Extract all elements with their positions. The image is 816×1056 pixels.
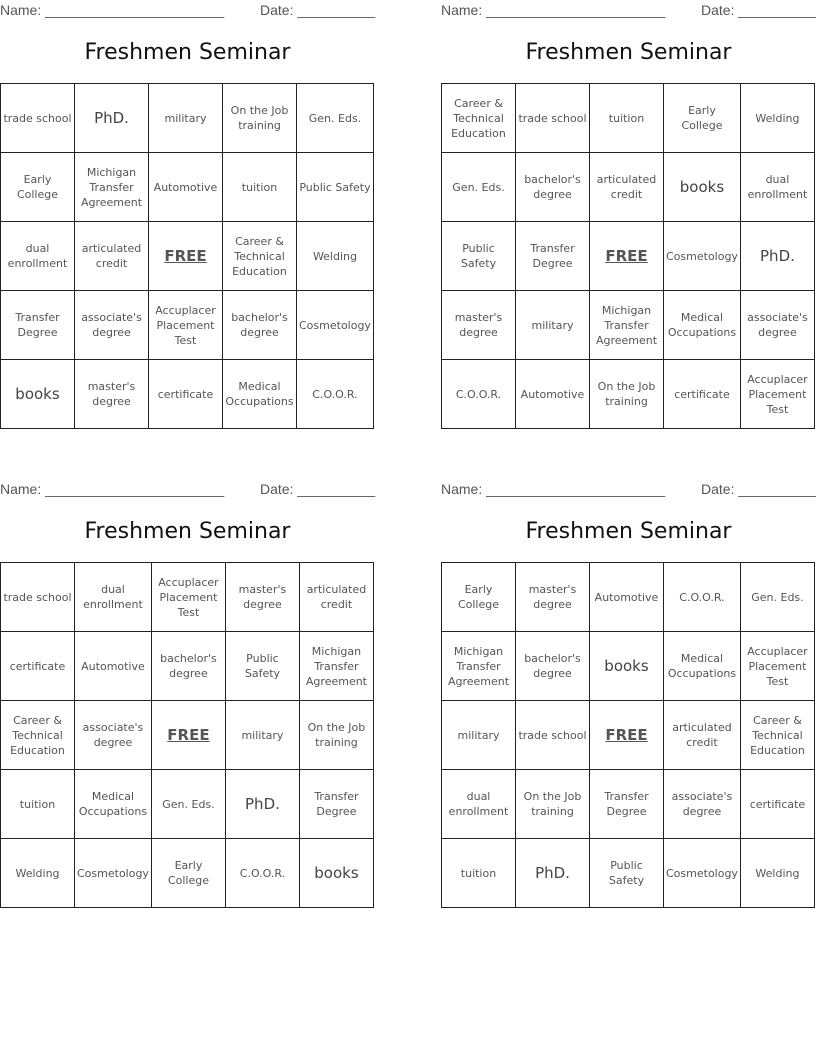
bingo-cell[interactable]: articulated credit xyxy=(664,701,741,770)
bingo-cell[interactable]: Transfer Degree xyxy=(516,222,590,291)
bingo-cell[interactable]: Gen. Eds. xyxy=(442,153,516,222)
bingo-cell[interactable]: master's degree xyxy=(225,563,299,632)
bingo-cell[interactable]: military xyxy=(516,291,590,360)
bingo-cell[interactable]: Michigan Transfer Agreement xyxy=(442,632,516,701)
grid-row xyxy=(1,770,374,839)
grid-row xyxy=(442,770,815,839)
bingo-cell[interactable]: Medical Occupations xyxy=(223,360,297,429)
bingo-cell[interactable]: certificate xyxy=(149,360,223,429)
bingo-cell[interactable]: Public Safety xyxy=(590,839,664,908)
bingo-cell[interactable]: Medical Occupations xyxy=(664,632,741,701)
card-header xyxy=(441,0,816,20)
card-title: Freshmen Seminar xyxy=(84,519,291,544)
bingo-cell[interactable]: bachelor's degree xyxy=(151,632,225,701)
bingo-cell[interactable]: Automotive xyxy=(149,153,223,222)
bingo-cell[interactable]: C.O.O.R. xyxy=(297,360,374,429)
bingo-cell[interactable]: Michigan Transfer Agreement xyxy=(590,291,664,360)
bingo-cell[interactable]: trade school xyxy=(516,701,590,770)
bingo-cell[interactable]: Accuplacer Placement Test xyxy=(151,563,225,632)
bingo-cell[interactable]: C.O.O.R. xyxy=(442,360,516,429)
grid-row xyxy=(442,701,815,770)
bingo-cell[interactable]: Accuplacer Placement Test xyxy=(740,360,814,429)
card-title: Freshmen Seminar xyxy=(84,40,291,65)
bingo-cell[interactable]: certificate xyxy=(740,770,814,839)
grid-row xyxy=(1,701,374,770)
bingo-cell[interactable]: Michigan Transfer Agreement xyxy=(299,632,373,701)
bingo-cell[interactable]: master's degree xyxy=(442,291,516,360)
name-field[interactable]: Name: _______________________ xyxy=(441,2,666,18)
bingo-cell[interactable]: articulated credit xyxy=(590,153,664,222)
date-field[interactable]: Date: __________ xyxy=(701,481,816,497)
grid-row xyxy=(1,153,374,222)
bingo-cell[interactable]: dual enrollment xyxy=(442,770,516,839)
bingo-cell[interactable]: Transfer Degree xyxy=(1,291,75,360)
bingo-cell[interactable]: bachelor's degree xyxy=(516,632,590,701)
bingo-cell[interactable]: trade school xyxy=(516,84,590,153)
bingo-cell[interactable]: Accuplacer Placement Test xyxy=(740,632,814,701)
bingo-cell[interactable]: certificate xyxy=(1,632,75,701)
bingo-cell[interactable]: On the Job training xyxy=(223,84,297,153)
bingo-cell[interactable]: Early College xyxy=(1,153,75,222)
bingo-cell[interactable]: trade school xyxy=(1,563,75,632)
bingo-grid xyxy=(0,83,374,429)
bingo-cell[interactable]: Cosmetology xyxy=(664,839,741,908)
bingo-cell[interactable]: On the Job training xyxy=(299,701,373,770)
bingo-cell[interactable]: C.O.O.R. xyxy=(664,563,741,632)
bingo-cell[interactable]: PhD. xyxy=(75,84,149,153)
bingo-cell[interactable]: dual enrollment xyxy=(740,153,814,222)
bingo-cell[interactable]: articulated credit xyxy=(75,222,149,291)
bingo-cell[interactable]: Automotive xyxy=(590,563,664,632)
bingo-cell[interactable]: Welding xyxy=(1,839,75,908)
bingo-cell[interactable]: certificate xyxy=(664,360,741,429)
card-header xyxy=(0,479,376,499)
grid-row xyxy=(1,84,374,153)
grid-row xyxy=(1,291,374,360)
name-field[interactable]: Name: _______________________ xyxy=(0,2,225,18)
bingo-cell[interactable]: Public Safety xyxy=(297,153,374,222)
free-space-cell[interactable]: FREE xyxy=(151,701,225,770)
bingo-cell[interactable]: Transfer Degree xyxy=(299,770,373,839)
bingo-cell[interactable]: bachelor's degree xyxy=(223,291,297,360)
free-space-cell[interactable]: FREE xyxy=(590,701,664,770)
bingo-cell[interactable]: tuition xyxy=(223,153,297,222)
bingo-cell[interactable]: Cosmetology xyxy=(664,222,741,291)
bingo-cell[interactable]: books xyxy=(299,839,373,908)
bingo-grid xyxy=(0,562,374,908)
bingo-cell[interactable]: Early College xyxy=(151,839,225,908)
bingo-cell[interactable]: master's degree xyxy=(75,360,149,429)
grid-row xyxy=(442,360,815,429)
bingo-cell[interactable]: trade school xyxy=(1,84,75,153)
card-title: Freshmen Seminar xyxy=(525,40,732,65)
bingo-cell[interactable]: articulated credit xyxy=(299,563,373,632)
bingo-cell[interactable]: tuition xyxy=(442,839,516,908)
bingo-cell[interactable]: Medical Occupations xyxy=(664,291,741,360)
date-field[interactable]: Date: __________ xyxy=(701,2,816,18)
bingo-cell[interactable]: Career & Technical Education xyxy=(223,222,297,291)
bingo-cell[interactable]: Early College xyxy=(664,84,741,153)
bingo-cell[interactable]: associate's degree xyxy=(740,291,814,360)
date-field[interactable]: Date: __________ xyxy=(260,2,376,18)
bingo-cell[interactable]: Michigan Transfer Agreement xyxy=(75,153,149,222)
bingo-cell[interactable]: Gen. Eds. xyxy=(740,563,814,632)
bingo-cell[interactable]: PhD. xyxy=(740,222,814,291)
name-field[interactable]: Name: _______________________ xyxy=(0,481,225,497)
free-space-cell[interactable]: FREE xyxy=(149,222,223,291)
bingo-cell[interactable]: C.O.O.R. xyxy=(225,839,299,908)
date-field[interactable]: Date: __________ xyxy=(260,481,376,497)
bingo-cell[interactable]: Automotive xyxy=(516,360,590,429)
bingo-cell[interactable]: Welding xyxy=(740,84,814,153)
bingo-cell[interactable]: Public Safety xyxy=(442,222,516,291)
bingo-cell[interactable]: Early College xyxy=(442,563,516,632)
bingo-cell[interactable]: Career & Technical Education xyxy=(442,84,516,153)
grid-row xyxy=(1,360,374,429)
grid-row xyxy=(442,839,815,908)
name-field[interactable]: Name: _______________________ xyxy=(441,481,666,497)
bingo-cell[interactable]: Public Safety xyxy=(225,632,299,701)
bingo-cell[interactable]: dual enrollment xyxy=(75,563,152,632)
bingo-cell[interactable]: master's degree xyxy=(516,563,590,632)
bingo-cell[interactable]: Cosmetology xyxy=(297,291,374,360)
free-space-cell[interactable]: FREE xyxy=(590,222,664,291)
bingo-cell[interactable]: Cosmetology xyxy=(75,839,152,908)
bingo-cell[interactable]: military xyxy=(442,701,516,770)
grid-row xyxy=(442,291,815,360)
bingo-cell[interactable]: Gen. Eds. xyxy=(151,770,225,839)
bingo-cell[interactable]: Welding xyxy=(740,839,814,908)
card-header xyxy=(441,479,816,499)
bingo-cell[interactable]: dual enrollment xyxy=(1,222,75,291)
grid-row xyxy=(1,632,374,701)
grid-row xyxy=(442,84,815,153)
grid-row xyxy=(1,563,374,632)
card-header xyxy=(0,0,376,20)
card-title: Freshmen Seminar xyxy=(525,519,732,544)
bingo-cell[interactable]: military xyxy=(149,84,223,153)
bingo-cell[interactable]: PhD. xyxy=(225,770,299,839)
bingo-cell[interactable]: Career & Technical Education xyxy=(1,701,75,770)
bingo-cell[interactable]: associate's degree xyxy=(664,770,741,839)
bingo-cell[interactable]: bachelor's degree xyxy=(516,153,590,222)
bingo-cell[interactable]: Gen. Eds. xyxy=(297,84,374,153)
bingo-cell[interactable]: tuition xyxy=(590,84,664,153)
bingo-cell[interactable]: Career & Technical Education xyxy=(740,701,814,770)
bingo-grid xyxy=(441,562,815,908)
bingo-cell[interactable]: associate's degree xyxy=(75,291,149,360)
grid-row xyxy=(442,222,815,291)
bingo-cell[interactable]: Welding xyxy=(297,222,374,291)
grid-row xyxy=(442,153,815,222)
grid-row xyxy=(1,222,374,291)
bingo-cell[interactable]: Transfer Degree xyxy=(590,770,664,839)
bingo-cell[interactable]: books xyxy=(590,632,664,701)
bingo-cell[interactable]: tuition xyxy=(1,770,75,839)
bingo-cell[interactable]: On the Job training xyxy=(590,360,664,429)
bingo-cell[interactable]: Accuplacer Placement Test xyxy=(149,291,223,360)
bingo-cell[interactable]: Medical Occupations xyxy=(75,770,152,839)
bingo-cell[interactable]: Automotive xyxy=(75,632,152,701)
bingo-cell[interactable]: books xyxy=(1,360,75,429)
bingo-cell[interactable]: PhD. xyxy=(516,839,590,908)
grid-row xyxy=(1,839,374,908)
bingo-cell[interactable]: books xyxy=(664,153,741,222)
bingo-cell[interactable]: On the Job training xyxy=(516,770,590,839)
grid-row xyxy=(442,632,815,701)
bingo-grid xyxy=(441,83,815,429)
bingo-cell[interactable]: associate's degree xyxy=(75,701,152,770)
bingo-cell[interactable]: military xyxy=(225,701,299,770)
grid-row xyxy=(442,563,815,632)
